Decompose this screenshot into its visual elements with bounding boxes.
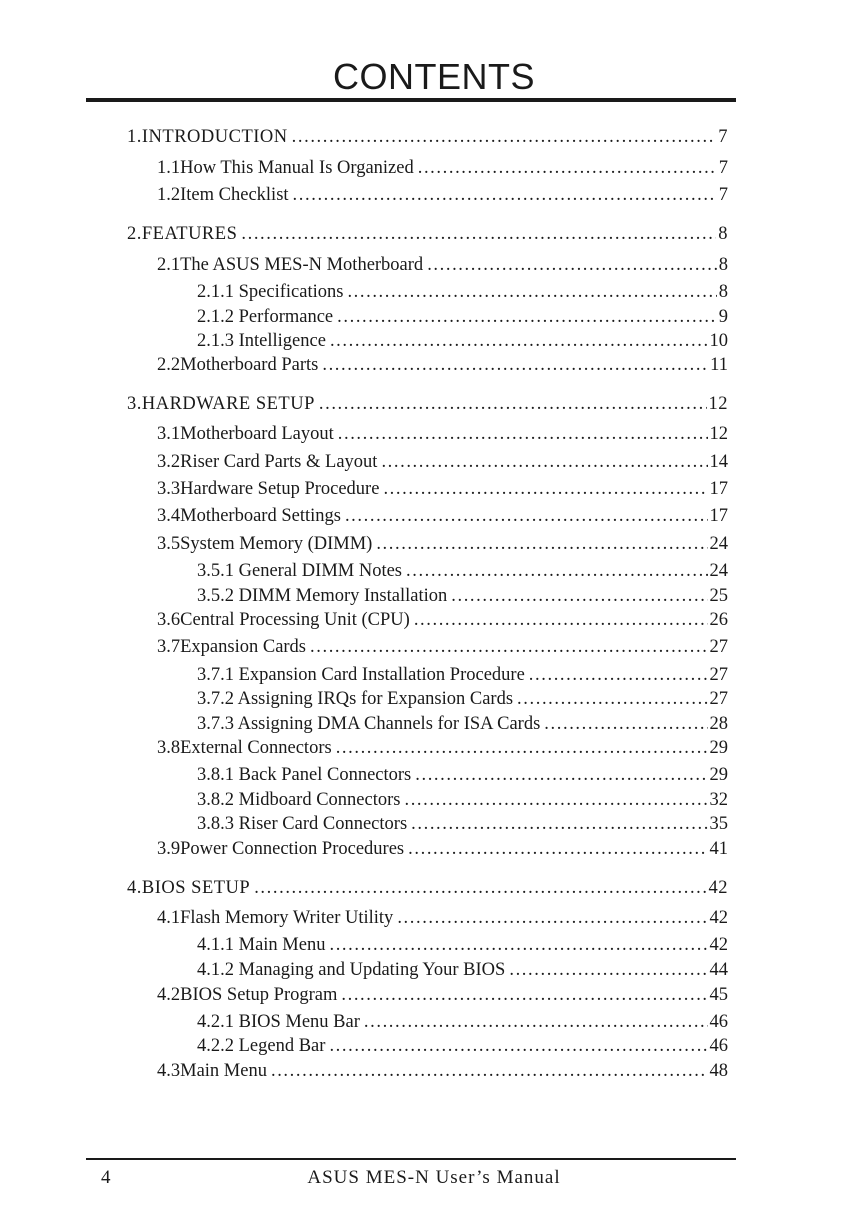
dot-leader <box>329 934 707 956</box>
toc-entry <box>197 813 728 835</box>
toc-entry-number: 1.2 <box>157 185 181 205</box>
toc-entry-title: Motherboard Layout <box>180 424 334 444</box>
toc-entry-number: 3.2 <box>157 452 181 472</box>
toc-entry-title: 3.8.2 Midboard Connectors <box>197 790 401 810</box>
toc-entry <box>157 423 728 445</box>
toc-entry-page: 26 <box>709 610 728 630</box>
dot-leader <box>310 636 707 658</box>
toc-entry <box>157 451 728 473</box>
toc-entry-number: 2. <box>127 224 142 244</box>
toc-entry-page: 17 <box>709 479 728 499</box>
toc-entry-page: 24 <box>709 534 728 554</box>
toc-entry <box>197 330 728 352</box>
toc-entry-title: Riser Card Parts & Layout <box>180 452 378 472</box>
toc-entry-title: Motherboard Parts <box>180 355 319 375</box>
dot-leader <box>319 393 707 415</box>
toc-entry-page: 27 <box>709 689 728 709</box>
toc-entry <box>157 636 728 658</box>
dot-leader <box>338 423 708 445</box>
toc-entry-title: 2.1.3 Intelligence <box>197 331 326 351</box>
dot-leader <box>341 984 707 1006</box>
toc-entry <box>157 1060 728 1082</box>
toc-entry-title: 4.1.2 Managing and Updating Your BIOS <box>197 960 506 980</box>
toc-entry-page: 29 <box>709 738 728 758</box>
toc-entry-page: 42 <box>709 908 728 928</box>
toc-entry-number: 4. <box>127 878 142 898</box>
toc-entry <box>197 306 728 328</box>
toc-entry-page: 32 <box>709 790 728 810</box>
toc-entry-title: BIOS SETUP <box>141 878 251 898</box>
dot-leader <box>418 157 717 179</box>
toc-entry <box>157 737 728 759</box>
toc-entry-title: 3.5.1 General DIMM Notes <box>197 561 402 581</box>
dot-leader <box>345 505 708 527</box>
toc-entry-number: 3.7 <box>157 637 181 657</box>
toc-entry-number: 4.3 <box>157 1061 181 1081</box>
toc-entry-title: External Connectors <box>180 738 332 758</box>
toc-entry <box>197 764 728 786</box>
toc-entry <box>197 585 728 607</box>
toc-entry-number: 3.6 <box>157 610 181 630</box>
toc-entry <box>157 609 728 631</box>
dot-leader <box>415 764 707 786</box>
toc-entry-page: 24 <box>709 561 728 581</box>
toc-entry-title: 2.1.2 Performance <box>197 307 334 327</box>
toc-entry-page: 46 <box>709 1012 728 1032</box>
dot-leader <box>517 688 707 710</box>
toc-entry-title: Flash Memory Writer Utility <box>180 908 394 928</box>
toc-entry-title: System Memory (DIMM) <box>180 534 373 554</box>
toc-entry <box>157 254 728 276</box>
dot-leader <box>292 126 717 148</box>
toc-entry-title: The ASUS MES-N Motherboard <box>180 255 424 275</box>
toc-entry-title: Power Connection Procedures <box>180 839 405 859</box>
dot-leader <box>322 354 708 376</box>
toc-chapter <box>127 126 728 148</box>
dot-leader <box>414 609 708 631</box>
dot-leader <box>408 838 707 860</box>
toc-entry-page: 25 <box>709 586 728 606</box>
toc-entry-page: 44 <box>709 960 728 980</box>
toc-entry-page: 8 <box>718 282 728 302</box>
footer-page-number: 4 <box>101 1167 111 1188</box>
toc-entry-title: 3.8.1 Back Panel Connectors <box>197 765 412 785</box>
toc-entry <box>197 664 728 686</box>
toc-entry-title: Hardware Setup Procedure <box>180 479 380 499</box>
toc-entry-title: 4.2.1 BIOS Menu Bar <box>197 1012 360 1032</box>
toc-entry-number: 3. <box>127 394 142 414</box>
toc-entry-number: 3.3 <box>157 479 181 499</box>
toc-entry-title: Main Menu <box>180 1061 267 1081</box>
toc-entry-number: 1.1 <box>157 158 181 178</box>
dot-leader <box>337 306 717 328</box>
toc-entry <box>197 959 728 981</box>
toc-entry-title: 4.2.2 Legend Bar <box>197 1036 326 1056</box>
dot-leader <box>376 533 707 555</box>
toc-entry-number: 4.1 <box>157 908 181 928</box>
toc-entry-number: 3.4 <box>157 506 181 526</box>
footer-manual-title: ASUS MES-N User’s Manual <box>307 1167 561 1188</box>
dot-leader <box>509 959 707 981</box>
toc-entry-page: 42 <box>708 878 728 898</box>
toc-entry-title: 3.7.2 Assigning IRQs for Expansion Cards <box>197 689 514 709</box>
toc-entry-title: 2.1.1 Specifications <box>197 282 344 302</box>
dot-leader <box>406 560 708 582</box>
dot-leader <box>529 664 708 686</box>
toc-entry-page: 35 <box>709 814 728 834</box>
toc-entry-number: 3.1 <box>157 424 181 444</box>
page-title: CONTENTS <box>333 56 535 97</box>
toc-entry-page: 48 <box>709 1061 728 1081</box>
toc-entry-number: 4.2 <box>157 985 181 1005</box>
toc-entry-page: 29 <box>709 765 728 785</box>
toc-entry <box>157 984 728 1006</box>
toc-entry-page: 9 <box>718 307 728 327</box>
toc-entry-page: 7 <box>718 158 728 178</box>
toc-entry-page: 28 <box>709 714 728 734</box>
toc-entry-title: INTRODUCTION <box>141 127 288 147</box>
toc-entry-title: 3.7.1 Expansion Card Installation Procedure <box>197 665 525 685</box>
toc-entry-title: Motherboard Settings <box>180 506 341 526</box>
toc-entry-page: 7 <box>718 127 728 147</box>
toc-entry-page: 41 <box>709 839 728 859</box>
toc-entry <box>197 560 728 582</box>
toc-entry <box>197 1035 728 1057</box>
dot-leader <box>293 184 717 206</box>
dot-leader <box>271 1060 708 1082</box>
toc-entry-page: 27 <box>709 665 728 685</box>
toc-chapter <box>127 393 728 415</box>
dot-leader <box>427 254 717 276</box>
toc-entry <box>197 281 728 303</box>
toc-entry-title: Central Processing Unit (CPU) <box>180 610 410 630</box>
dot-leader <box>254 877 706 899</box>
toc-entry-title: Item Checklist <box>180 185 289 205</box>
toc-entry <box>157 505 728 527</box>
toc-entry-number: 3.9 <box>157 839 181 859</box>
toc-entry-title: BIOS Setup Program <box>180 985 338 1005</box>
dot-leader <box>404 789 707 811</box>
toc-entry-page: 8 <box>718 224 728 244</box>
toc-entry-number: 2.1 <box>157 255 181 275</box>
toc-entry-title: 3.7.3 Assigning DMA Channels for ISA Cards <box>197 714 541 734</box>
toc-entry-page: 8 <box>718 255 728 275</box>
toc-entry-number: 3.5 <box>157 534 181 554</box>
toc-entry-number: 2.2 <box>157 355 181 375</box>
dot-leader <box>397 907 707 929</box>
toc-entry-title: 3.5.2 DIMM Memory Installation <box>197 586 448 606</box>
dot-leader <box>329 1035 707 1057</box>
footer-divider <box>86 1158 736 1160</box>
toc-entry <box>157 533 728 555</box>
toc-entry-page: 42 <box>709 935 728 955</box>
dot-leader <box>336 737 708 759</box>
toc-entry-title: How This Manual Is Organized <box>180 158 414 178</box>
toc-entry <box>157 354 728 376</box>
toc-entry-page: 46 <box>709 1036 728 1056</box>
toc-entry <box>197 1011 728 1033</box>
toc-entry-number: 1. <box>127 127 142 147</box>
toc-entry-page: 7 <box>718 185 728 205</box>
toc-entry-page: 10 <box>709 331 728 351</box>
toc-entry-title: FEATURES <box>141 224 238 244</box>
toc-entry-title: 3.8.3 Riser Card Connectors <box>197 814 408 834</box>
toc-entry-page: 17 <box>709 506 728 526</box>
dot-leader <box>544 713 707 735</box>
dot-leader <box>383 478 707 500</box>
toc-entry-title: 4.1.1 Main Menu <box>197 935 326 955</box>
dot-leader <box>347 281 716 303</box>
toc-entry <box>197 713 728 735</box>
toc-entry-page: 12 <box>708 394 728 414</box>
dot-leader <box>364 1011 708 1033</box>
toc-entry <box>197 789 728 811</box>
dot-leader <box>411 813 707 835</box>
toc-entry <box>157 184 728 206</box>
toc-chapter <box>127 877 728 899</box>
toc-entry <box>157 838 728 860</box>
toc-entry-title: HARDWARE SETUP <box>141 394 315 414</box>
toc-entry-title: Expansion Cards <box>180 637 307 657</box>
toc-chapter <box>127 223 728 245</box>
dot-leader <box>451 585 707 607</box>
toc-entry <box>157 907 728 929</box>
toc-entry-page: 11 <box>710 355 728 375</box>
toc-entry-page: 45 <box>709 985 728 1005</box>
dot-leader <box>381 451 707 473</box>
toc-entry-page: 12 <box>709 424 728 444</box>
dot-leader <box>330 330 708 352</box>
toc-entry <box>197 934 728 956</box>
toc-entry-number: 3.8 <box>157 738 181 758</box>
toc-entry <box>157 157 728 179</box>
dot-leader <box>241 223 716 245</box>
toc-entry <box>157 478 728 500</box>
toc-entry <box>197 688 728 710</box>
toc-entry-page: 14 <box>709 452 728 472</box>
toc-entry-page: 27 <box>709 637 728 657</box>
